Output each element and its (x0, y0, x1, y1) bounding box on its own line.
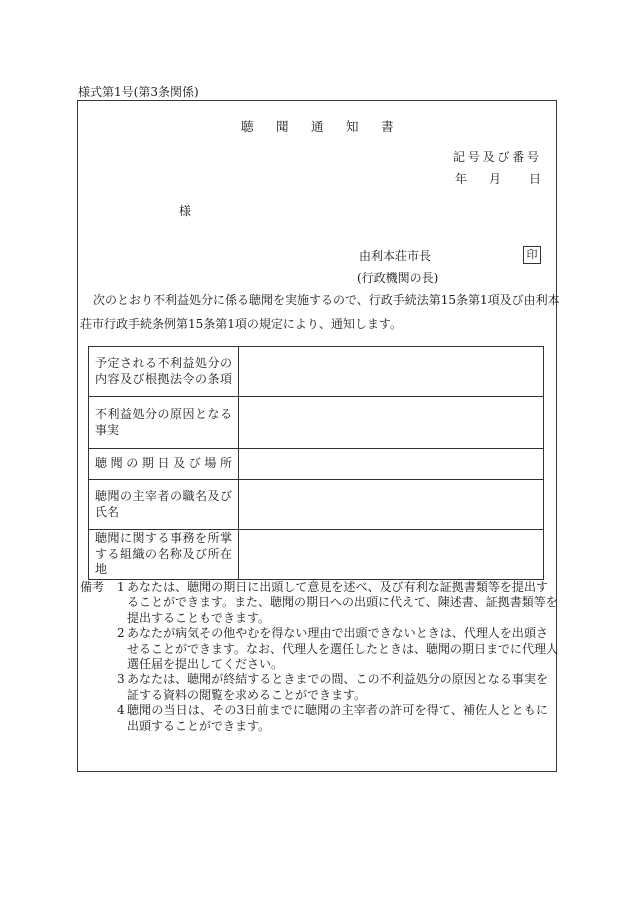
body-text-line: 荘市行政手続条例第15条第1項の規定により、通知します。 (80, 317, 402, 331)
table-row (89, 347, 544, 397)
note-line: 聴聞の当日は、その3日前までに聴聞の主宰者の許可を得て、補佐人とともに (127, 703, 548, 718)
note-line: ることができます。また、聴聞の期日への出頭に代えて、陳述書、証拠書類等を (127, 595, 558, 610)
notes-heading: 備考 (80, 580, 105, 594)
value-cell-hearing-date-place (239, 449, 544, 480)
date-year-label: 年 (455, 172, 468, 186)
note-item (117, 672, 549, 703)
sender-role: (行政機関の長) (357, 271, 439, 285)
hearing-info-table (88, 346, 544, 580)
label-line: 不利益処分の原因となる (95, 407, 232, 421)
seal-mark: 印 (523, 246, 541, 264)
value-cell-proposed-disposition (239, 347, 544, 397)
notes-list (117, 580, 559, 734)
note-number: 3 (117, 672, 125, 687)
note-line: あなたが病気その他やむを得ない理由で出頭できないときは、代理人を出頭さ (127, 626, 548, 641)
row-label-cause-facts (89, 397, 239, 449)
addressee-honorific: 様 (179, 204, 192, 218)
note-text (127, 672, 548, 703)
note-line: せることができます。なお、代理人を選任したときは、聴聞の期日までに代理人 (127, 641, 559, 656)
note-line: 提出することもできます。 (127, 610, 271, 625)
value-cell-cause-facts (239, 397, 544, 449)
table-row (89, 530, 544, 580)
label-line: 氏名 (95, 504, 120, 519)
table-row (89, 397, 544, 449)
label-line: 事実 (95, 422, 120, 437)
date-month-label: 月 (489, 172, 502, 186)
note-item (117, 703, 549, 734)
value-cell-office-in-charge (239, 530, 544, 580)
label-line: 聴聞の期日及び場所 (95, 456, 232, 471)
note-line: あなたは、聴聞の期日に出頭して意見を述べ、及び有利な証拠書類等を提出す (127, 580, 548, 594)
note-line: あなたは、聴聞が終結するときまでの間、この不利益処分の原因となる事実を (127, 672, 548, 687)
body-text-line: 次のとおり不利益処分に係る聴聞を実施するので、行政手続法第15条第1項及び由利本 (93, 293, 560, 307)
note-number: 1 (117, 580, 125, 594)
note-item (117, 626, 559, 672)
row-label-hearing-date-place (89, 449, 239, 480)
label-line: 聴聞に関する事務を所掌 (95, 531, 232, 546)
date-day-label: 日 (529, 172, 542, 186)
reference-number-label: 記号及び番号 (453, 150, 542, 164)
label-line: 予定される不利益処分の (95, 356, 232, 370)
note-text (127, 580, 558, 626)
sender-name: 由利本荘市長 (359, 249, 432, 263)
row-label-proposed-disposition (89, 347, 239, 397)
row-label-office-in-charge (89, 530, 239, 580)
note-number: 2 (117, 626, 125, 641)
label-line: 内容及び根拠法令の条項 (95, 371, 232, 386)
note-text (127, 626, 559, 672)
row-label-presiding-officer (89, 480, 239, 530)
label-line: 聴聞の主宰者の職名及び (95, 489, 232, 503)
label-line: する組織の名称及び所在 (95, 546, 232, 561)
note-number: 4 (117, 703, 125, 718)
value-cell-presiding-officer (239, 480, 544, 530)
note-line: 選任届を提出してください。 (127, 657, 284, 672)
note-line: 証する資料の閲覧を求めることができます。 (127, 687, 367, 702)
table-row (89, 480, 544, 530)
note-item (117, 580, 558, 626)
note-line: 出頭することができます。 (127, 718, 271, 733)
label-line: 地 (95, 562, 108, 577)
note-text (127, 703, 548, 734)
table-row (89, 449, 544, 480)
document-title: 聴聞通知書 (241, 119, 417, 134)
form-number-label: 様式第1号(第3条関係) (78, 85, 199, 99)
